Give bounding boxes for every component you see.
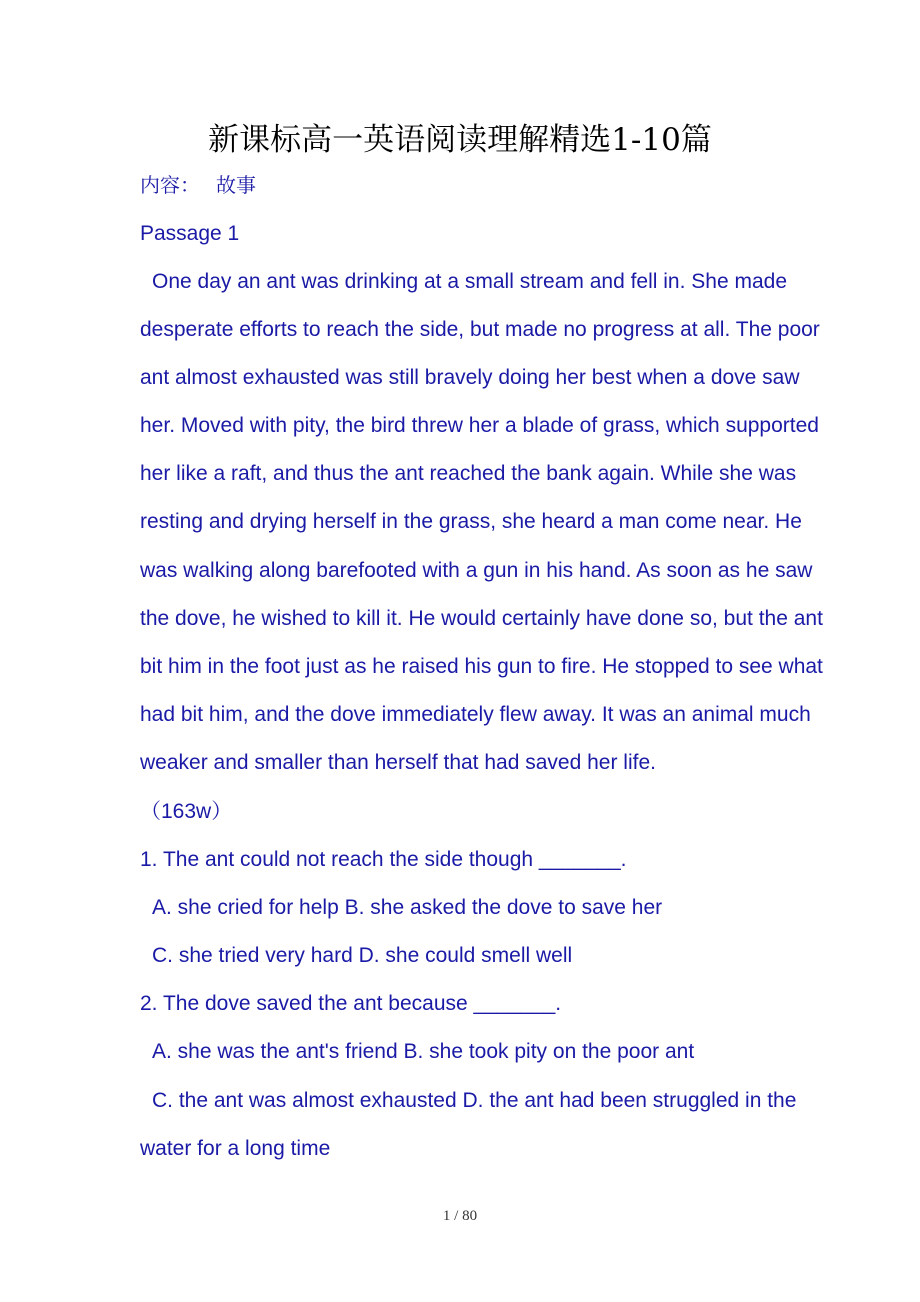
passage-line: bit him in the foot just as he raised his gun to fire. He stopped to see what	[140, 655, 823, 678]
content-value: 故事	[216, 173, 256, 197]
question-1: 1. The ant could not reach the side though _______.	[140, 848, 627, 871]
passage-line: her like a raft, and thus the ant reached the bank again. While she was	[140, 462, 797, 485]
passage-line: the dove, he wished to kill it. He would certainly have done so, but the ant	[140, 607, 823, 630]
page-number: 1 / 80	[442, 1208, 478, 1224]
content-type-line	[140, 170, 256, 200]
question-1-options-ab: A. she cried for help B. she asked the dove to save her	[152, 896, 663, 919]
question-2-options-ab: A. she was the ant's friend B. she took pity on the poor ant	[152, 1040, 695, 1063]
passage-line: her. Moved with pity, the bird threw her a blade of grass, which supported	[140, 414, 819, 437]
question-1-options-cd: C. she tried very hard D. she could smell well	[152, 944, 573, 967]
passage-line: One day an ant was drinking at a small stream and fell in. She made	[152, 270, 788, 293]
passage-line: was walking along barefooted with a gun in his hand. As soon as he saw	[140, 559, 813, 582]
document-title: 新课标高一英语阅读理解精选1-10篇	[208, 122, 712, 158]
passage-line: ant almost exhausted was still bravely doing her best when a dove saw	[140, 366, 800, 389]
word-count: （163w）	[140, 800, 233, 823]
passage-line: had bit him, and the dove immediately flew away. It was an animal much	[140, 703, 811, 726]
question-2-options-continuation: water for a long time	[140, 1137, 331, 1160]
passage-heading: Passage 1	[140, 222, 240, 245]
content-label: 内容：	[140, 173, 200, 197]
question-2: 2. The dove saved the ant because _______.	[140, 992, 562, 1015]
question-2-options-cd: C. the ant was almost exhausted D. the ant had been struggled in the	[152, 1089, 797, 1112]
passage-line: weaker and smaller than herself that had saved her life.	[140, 751, 656, 774]
passage-line: resting and drying herself in the grass, she heard a man come near. He	[140, 510, 802, 533]
passage-line: desperate efforts to reach the side, but made no progress at all. The poor	[140, 318, 820, 341]
